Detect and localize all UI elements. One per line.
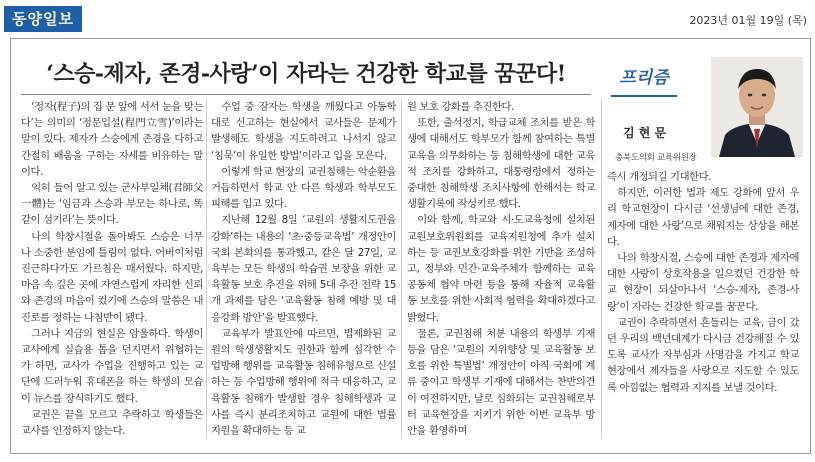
- article-frame: [10, 38, 811, 454]
- column-logo: 프리즘: [611, 61, 677, 97]
- paragraph: 교권은 끝을 모르고 추락하고 학생들은 교사를 인정하지 않는다.: [21, 408, 203, 438]
- paragraph: 지난해 12월 8일 ‘교원의 생활지도권을 강화’하는 내용의 ‘초·중등교육법’ 개정안이 국회 본회의를 통과했고, 같은 달 27일, 교육부는 모든 학생의 학습권 보장을 위한 교육활동 보호 추진을 위해 5대 추진 전략 15개 과제를 담은 ‘교육활동 침해 예방 및 대응강화 방안’을 발표했다.: [211, 214, 396, 324]
- paragraph: 나의 학창시절을 돌아봐도 스승은 너무나 소중한 분임에 틀림이 없다. 어버이처럼 진근하다가도 가르침은 매서웠다. 하지만, 마음 속 깊은 곳에 자연스럽게 자리한 신뢰와 존경의 마음이 컸기에 스승의 말씀은 내 진로를 정하는 나침반이 됐다.: [21, 230, 203, 324]
- author-title: 충북도의회 교육위원장: [615, 153, 697, 163]
- headline-divider: [21, 94, 591, 95]
- article-headline: ‘스승-제자, 존경-사랑’이 자라는 건강한 학교를 꿈꾼다!: [46, 61, 566, 87]
- column-divider: [401, 99, 402, 439]
- newspaper-logo: 동양일보: [4, 6, 82, 32]
- column-divider: [206, 99, 207, 439]
- paragraph: 원 보호 강화를 추진한다.: [407, 101, 514, 113]
- paragraph: 즉시 개정되길 기대한다.: [607, 171, 712, 183]
- article-column-2: [211, 99, 396, 439]
- paragraph: ‘정자(程子)의 집 문 앞에 서서 눈을 맞는다’는 의미의 ‘정문입설(程門立雪)’이라는 말이 있다. 제자가 스승에게 존경을 다하고 간절히 배움을 구하는 자세를 비유하는 말이다.: [21, 101, 203, 178]
- paragraph: 또한, 출석정지, 학급교체 조치를 받은 학생에 대해서도 학부모가 함께 참여하는 특별교육을 의무화하는 등 침해학생에 대한 교육적 조치를 강화하고, 대통령령에서 정하는 중대한 침해학생 조치사항에 한해서는 학교생활기록에 작성키로 했다.: [407, 117, 595, 211]
- article-column-4: [607, 169, 799, 396]
- author-name: 김 현 문: [623, 126, 667, 140]
- paragraph: 익히 들어 알고 있는 군사부일체(君師父一體)는 ‘임금과 스승과 부모는 하나로, 똑같이 섬기라’는 뜻이다.: [21, 182, 203, 227]
- paragraph: 물론, 교권침해 처분 내용의 학생부 기재 등을 담은 ‘교원의 지위향상 및 교육활동 보호를 위한 특별법’ 개정안이 아직 국회에 계류 중이고 학생부 기재에 대해서는 찬반의견이 여전하지만, 날로 심화되는 교권침해로부터 교육현장을 지키기 위한 이번 교육부 방안을 환영하며: [407, 327, 595, 438]
- paragraph: 이와 함께, 학교와 시·도교육청에 설치된 교원보호위원회를 교육지원청에 추가 설치하는 등 교권보호강화를 위한 기반을 조성하고, 정부와 민간·교육주체가 함께하는 교육공동체 협약 마련 등을 통해 자율적 교육활동 보호를 위한 사회적 협력을 확대하겠다고 밝혔다.: [407, 214, 595, 324]
- paragraph: 이렇게 학교 현장의 교권침해는 악순환을 거듭하면서 학교 안 다른 학생과 학부모도 피해를 입고 있다.: [211, 165, 396, 211]
- paragraph: 수업 중 잠자는 학생을 깨웠다고 아동학대로 신고하는 현실에서 교사들은 문제가 발생해도 학생을 지도하려고 나서지 않고 ‘침묵’이 유일한 방법’이라고 입을 모은다.: [211, 101, 396, 162]
- column-divider: [601, 99, 602, 439]
- article-column-3: [407, 99, 595, 439]
- author-photo: [711, 57, 803, 157]
- paragraph: 나의 학창시절, 스승에 대한 존경과 제자에 대한 사랑이 상호작용을 일으켰던 건강한 학교 현장이 되살아나서 ‘스승-제자, 존경-사랑’이 자라는 건강한 학교를 꿈꾼다.: [607, 252, 799, 313]
- publication-date: 2023년 01월 19일 (목): [689, 14, 807, 27]
- paragraph: 하지만, 이러한 법과 제도 강화에 앞서 우리 학교현장이 다시금 ‘선생님에 대한 존경, 제자에 대한 사랑’으로 채워지는 상상을 해본다.: [607, 187, 799, 248]
- author-portrait-icon: [711, 57, 803, 157]
- article-column-1: [21, 99, 203, 439]
- paragraph: 그러나 지금의 현실은 암울하다. 학생이 교사에게 실습용 톱을 던지면서 위협하는가 하면, 교사가 수업을 진행하고 있는 교단에 드러누워 휴대폰을 하는 학생의 모습이 뉴스를 장식하기도 했다.: [21, 327, 203, 405]
- paragraph: 교권이 추락하면서 흔들리는 교육, 금이 갔던 우리의 백년대계가 다시금 건강해질 수 있도록 교사가 자부심과 사명감을 가지고 학교 현장에서 제자들을 사랑으로 지도할 수 있도록 아낌없는 협력과 지지를 보낼 것이다.: [607, 316, 799, 394]
- paragraph: 교육부가 발표안에 따르면, 법제화된 교원의 학생생활지도 권한과 함께 심각한 수업방해 행위를 교육활동 침해유형으로 신설하는 등 수업방해 행위에 적극 대응하고, 교육활동 침해가 발생할 경우 침해학생과 교사를 즉시 분리조치하고 교원에 대한 법률지원을 확대하는 등 교: [211, 327, 396, 438]
